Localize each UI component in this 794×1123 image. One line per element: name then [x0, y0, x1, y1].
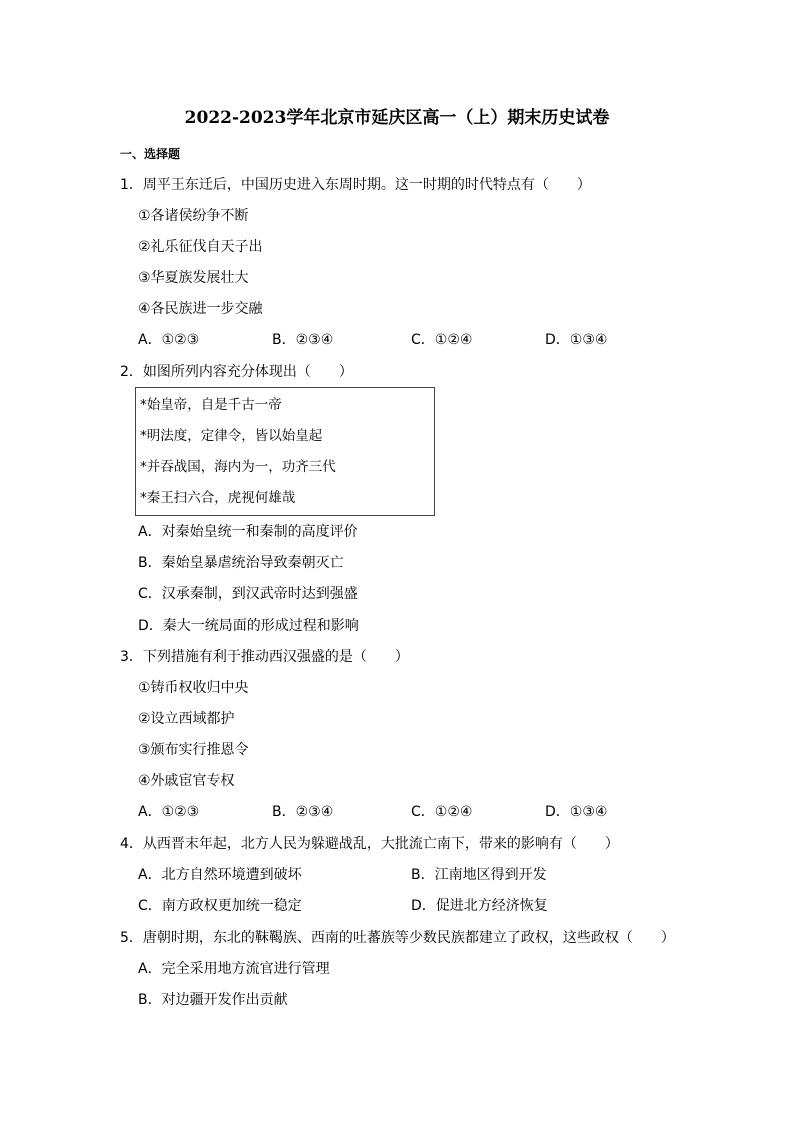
question-1-option-c: C．①②④	[411, 332, 473, 348]
question-1-option-b: B．②③④	[272, 332, 334, 348]
question-5-option-b: B．对边疆开发作出贡献	[138, 992, 288, 1008]
question-4-option-c: C．南方政权更加统一稳定	[138, 898, 302, 914]
question-3-item-1: ①铸币权收归中央	[138, 680, 249, 696]
question-1-item-2: ②礼乐征伐自天子出	[138, 239, 263, 255]
question-1-option-d: D．①③④	[545, 332, 608, 348]
question-2-option-a: A．对秦始皇统一和秦制的高度评价	[138, 524, 358, 540]
question-3-stem: 3．下列措施有利于推动西汉强盛的是（ ）	[120, 649, 409, 665]
question-1-option-a: A．①②③	[138, 332, 200, 348]
question-2-option-c: C．汉承秦制，到汉武帝时达到强盛	[138, 586, 358, 602]
section-heading: 一、选择题	[120, 147, 181, 161]
question-4-option-a: A．北方自然环境遭到破坏	[138, 867, 302, 883]
question-3-option-c: C．①②④	[411, 804, 473, 820]
question-2-stem: 2．如图所列内容充分体现出（ ）	[120, 364, 353, 380]
question-1-item-4: ④各民族进一步交融	[138, 301, 263, 317]
question-3-item-3: ③颁布实行推恩令	[138, 742, 249, 758]
quote-4: *秦王扫六合，虎视何雄哉	[140, 490, 296, 506]
question-1-item-3: ③华夏族发展壮大	[138, 270, 249, 286]
question-3-option-b: B．②③④	[272, 804, 334, 820]
question-3-item-4: ④外戚宦官专权	[138, 773, 235, 789]
question-4-option-b: B．江南地区得到开发	[411, 867, 547, 883]
question-1-stem: 1．周平王东迁后，中国历史进入东周时期。这一时期的时代特点有（ ）	[120, 177, 591, 193]
question-5-option-a: A．完全采用地方流官进行管理	[138, 961, 330, 977]
question-2-option-d: D．秦大一统局面的形成过程和影响	[138, 618, 359, 634]
question-2-option-b: B．秦始皇暴虐统治导致秦朝灭亡	[138, 555, 344, 571]
question-4-option-d: D．促进北方经济恢复	[411, 898, 548, 914]
quote-3: *并吞战国，海内为一，功齐三代	[140, 459, 336, 475]
exam-title: 2022-2023学年北京市延庆区高一（上）期末历史试卷	[184, 108, 610, 128]
question-3-option-d: D．①③④	[545, 804, 608, 820]
quote-1: *始皇帝，自是千古一帝	[140, 397, 282, 413]
question-5-stem: 5．唐朝时期，东北的靺鞨族、西南的吐蕃族等少数民族都建立了政权，这些政权（ ）	[120, 930, 675, 946]
question-3-option-a: A．①②③	[138, 804, 200, 820]
quote-2: *明法度，定律令，皆以始皇起	[140, 428, 323, 444]
question-4-stem: 4．从西晋末年起，北方人民为躲避战乱，大批流亡南下，带来的影响有（ ）	[120, 836, 619, 852]
question-3-item-2: ②设立西域都护	[138, 711, 235, 727]
question-1-item-1: ①各诸侯纷争不断	[138, 208, 249, 224]
